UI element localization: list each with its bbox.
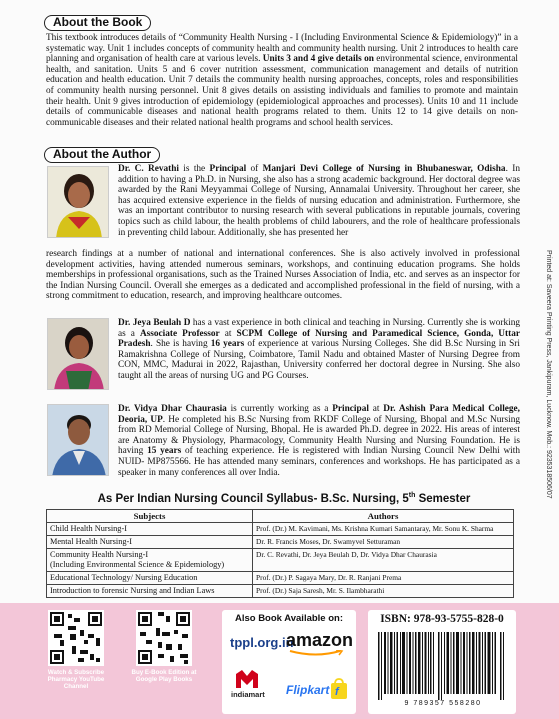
subject-cell: Child Health Nursing-I — [47, 523, 253, 536]
barcode-icon — [376, 632, 508, 700]
flipkart-label[interactable]: Flipkart — [286, 683, 330, 697]
youtube-qr-caption: Watch & Subscribe Pharmacy YouTube Channel — [47, 669, 105, 690]
author-2-bio: Dr. Jeya Beulah D has a vast experience in both clinical and teaching in Nursing. Currently she is working as a Associate Professor at SCPM College of Nursing and Paramedical Science, Gonda, Uttar Pradesh. She is having 16 years of experience at various Nursing Colleges. She did B.Sc Nursing in Sri Ramakrishna College of Nursing, Coimbatore, Tamil Nadu and obtained Master of Nursing Degree from CON, MMC, Madurai in 2022, Rajasthan, University conferred her doctoral degree in Nursing. She also taught all the areas of nursing UG and PG Courses. — [118, 318, 520, 381]
authors-cell: Dr. R. Francis Moses, Dr. Swamyvel Setturaman — [253, 536, 514, 549]
authors-cell: Prof. (Dr.) Saja Saresh, Mr. S. Ilambharathi — [253, 585, 514, 598]
author-1-photo — [47, 166, 109, 238]
amazon-smile-icon — [288, 650, 344, 656]
table-row — [47, 536, 514, 549]
subject-cell: Educational Technology/ Nursing Education — [47, 572, 253, 585]
amazon-logo[interactable]: amazon — [286, 630, 354, 650]
isbn-barcode-panel — [368, 610, 516, 714]
barcode-digits: 9 789357 558280 — [404, 700, 482, 707]
author-3-bio: Dr. Vidya Dhar Chaurasia is currently working as a Principal at Dr. Ashish Para Medical College, Deoria, UP. He completed his B.Sc Nursing from RKDF College of Nursing, Bhopal and M.Sc Nursing from RD Memorial College of Nursing, Bhopal. He is awarded Ph.D. degree in 2022. His areas of interest are Anatomy & Physiology, Pharmacology, Community Health Nursing and Nursing Foundation. He is having 15 years of teaching experience. He is registered with Indian Nursing Council New Delhi with NUID- MP875566. He has attended many seminars, conferences and workshops. He has participated as a speaker in many conferences all over India. — [118, 404, 521, 478]
authors-cell: Prof. (Dr.) P. Sagaya Mary, Dr. R. Ranjani Prema — [253, 572, 514, 585]
tppl-link[interactable]: tppl.org.in — [230, 635, 294, 650]
table-header-row — [47, 510, 514, 523]
youtube-qr-code[interactable] — [48, 610, 104, 666]
indiamart-logo-icon[interactable] — [234, 668, 260, 690]
table-row — [47, 523, 514, 536]
subject-cell: Community Health Nursing-I (Including Environmental Science & Epidemiology) — [47, 549, 253, 572]
author-1-bio-top: Dr. C. Revathi is the Principal of Manjari Devi College of Nursing in Bhubaneswar, Odisha. In addition to having a Ph.D. in Nursing, she also has a strong academic background. Her doctoral degree was awarded by the Rani Meyyammai College of Nursing, Annamalai University. Throughout her career, she has acquired extensive experience in the fields of nursing education and administration. Furthermore, she was an important contributor to nursing research with several publications in reputable journals, covering topics such as child labour, the health problems of child labourers, and the role of healthcare professionals in preventing child labour. Additionally, she has presented her — [118, 164, 520, 238]
about-book-text: This textbook introduces details of “Community Health Nursing - I (Including Environmental Science & Epidemiology)” in a systematic way. Unit 1 includes concepts of community health and community health nursing. Unit 2 introduces to health care planning and organisation of health care at various levels. Units 3 and 4 give details on environmental science, environmental health, and sanitation. Units 5 and 6 cover nutrition assessment, communication management and details of nutrition education and health education. Unit 7 details the community health nursing approaches, concepts, roles and responsibilities of community health nursing personnel. Unit 8 gives details on assisting individuals and families to promote and maintain their health. Unit 9 gives introduction of epidemiology (epidemiological approaches and processes). Units 10 and 11 include details of communicable diseases and national health programs related to them. Units 12 to 14 give details on non-communicable diseases and their related national health programs and school health services. — [46, 33, 518, 128]
table-row — [47, 572, 514, 585]
syllabus-title: As Per Indian Nursing Council Syllabus- B.Sc. Nursing, 5th Semester — [97, 492, 471, 505]
available-on-title: Also Book Available on: — [234, 613, 344, 624]
table-row — [47, 585, 514, 598]
authors-cell: Dr. C. Revathi, Dr. Jeya Beulah D, Dr. Vidya Dhar Chaurasia — [253, 549, 514, 572]
table-row — [47, 549, 514, 572]
author-3-photo — [47, 404, 109, 476]
indiamart-label: indiamart — [231, 690, 265, 699]
about-book-heading: About the Book — [44, 15, 151, 31]
available-on-panel — [222, 610, 356, 714]
google-play-qr-code[interactable] — [136, 610, 192, 666]
subject-cell: Introduction to forensic Nursing and Indian Laws — [47, 585, 253, 598]
flipkart-bag-icon — [330, 678, 348, 700]
about-author-heading: About the Author — [44, 147, 160, 163]
col-authors: Authors — [253, 510, 514, 523]
col-subjects: Subjects — [47, 510, 253, 523]
svg-text:f: f — [335, 686, 339, 698]
author-1-bio-bottom: research findings at a number of national and international conferences. She is also actively involved in professional development activities, having attended numerous seminars, workshops, and continuing education programs. She holds memberships in professional organisations, such as the Trained Nurses Association of India, etc. and serves as an inspector for the Indian Nursing Council. Overall she emerges as a dedicated and accomplished professional in the field of nursing, with a strong commitment to education, research, and improving healthcare outcomes. — [46, 249, 520, 302]
author-2-photo — [47, 318, 109, 390]
printer-credit: Printed at: Saveera Printing Press, Jankipuram, Lucknow. Mob.: 9235318506/07 — [545, 250, 552, 499]
subjects-table — [46, 509, 514, 598]
authors-cell: Prof. (Dr.) M. Kavimani, Ms. Krishna Kumari Samantaray, Mr. Sonu K. Sharma — [253, 523, 514, 536]
isbn-number: ISBN: 978-93-5755-828-0 — [380, 613, 504, 625]
subject-cell: Mental Health Nursing-I — [47, 536, 253, 549]
google-play-qr-caption: Buy E-Book Edition at Google Play Books — [131, 669, 197, 683]
